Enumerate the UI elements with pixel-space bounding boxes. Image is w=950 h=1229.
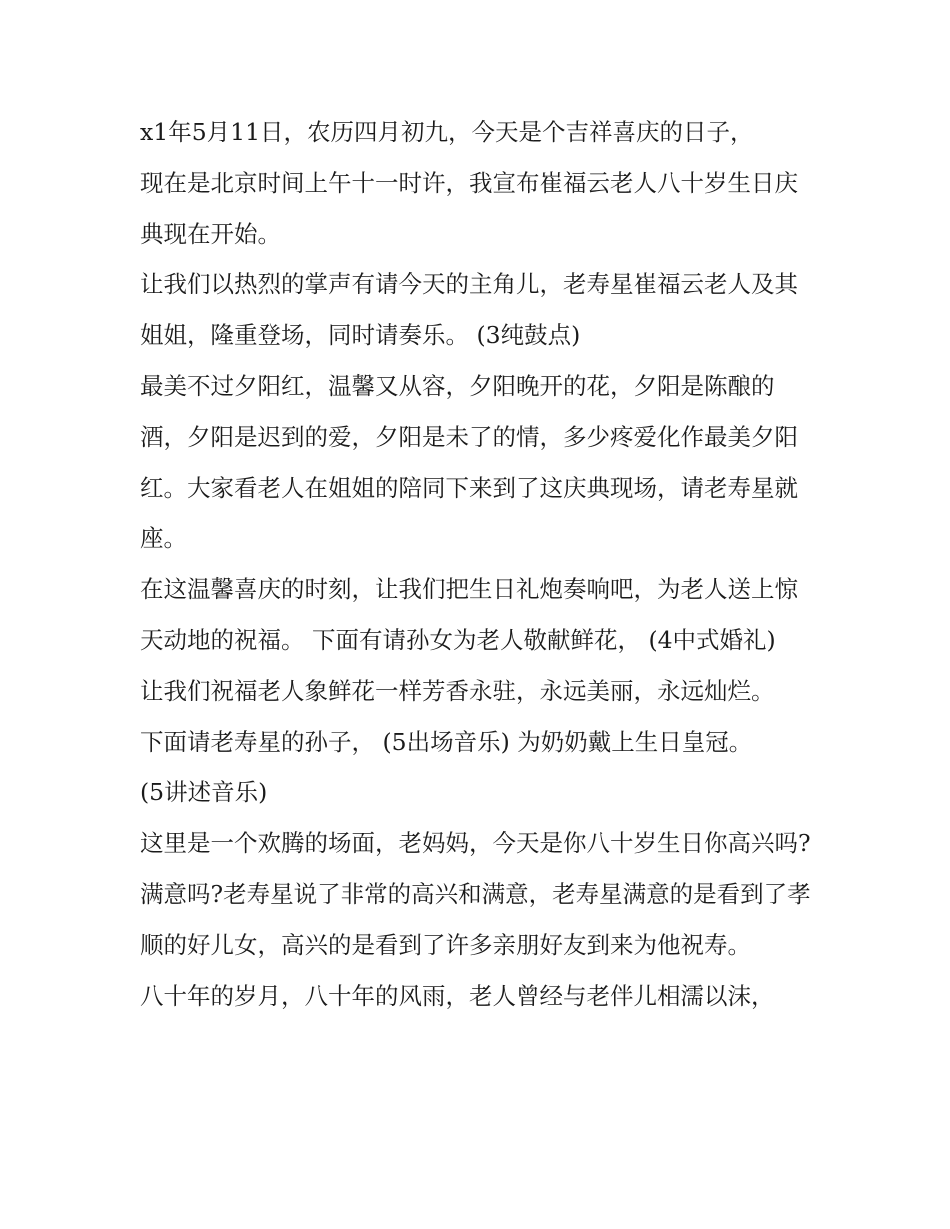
- paragraph: 现在是北京时间上午十一时许，我宣布崔福云老人八十岁生日庆典现在开始。: [140, 168, 798, 248]
- paragraph: 让我们祝福老人象鲜花一样芳香永驻，永远美丽，永远灿烂。: [140, 676, 775, 705]
- document-body: [140, 107, 820, 1021]
- paragraph: x1年5月11日，农历四月初九，今天是个吉祥喜庆的日子，: [140, 118, 754, 146]
- paragraph: 下面请老寿星的孙子， (5出场音乐) 为奶奶戴上生日皇冠。: [140, 727, 753, 756]
- paragraph: 这里是一个欢腾的场面，老妈妈，今天是你八十岁生日你高兴吗?满意吗?老寿星说了非常的高兴和满意，老寿星满意的是看到了孝顺的好儿女，高兴的是看到了许多亲朋好友到来为他祝寿。: [140, 829, 811, 959]
- paragraph: 八十年的岁月，八十年的风雨，老人曾经与老伴儿相濡以沫，: [140, 981, 775, 1010]
- paragraph: 让我们以热烈的掌声有请今天的主角儿，老寿星崔福云老人及其姐姐，隆重登场，同时请奏乐。 (3纯鼓点): [140, 270, 798, 350]
- paragraph: (5讲述音乐): [140, 778, 268, 807]
- paragraph: 在这温馨喜庆的时刻，让我们把生日礼炮奏响吧，为老人送上惊天动地的祝福。 下面有请孙女为老人敬献鲜花， (4中式婚礼): [140, 575, 798, 654]
- paragraph: 最美不过夕阳红，温馨又从容，夕阳晚开的花，夕阳是陈酿的酒，夕阳是迟到的爱，夕阳是未了的情，多少疼爱化作最美夕阳红。大家看老人在姐姐的陪同下来到了这庆典现场，请老寿星就座。: [140, 371, 798, 553]
